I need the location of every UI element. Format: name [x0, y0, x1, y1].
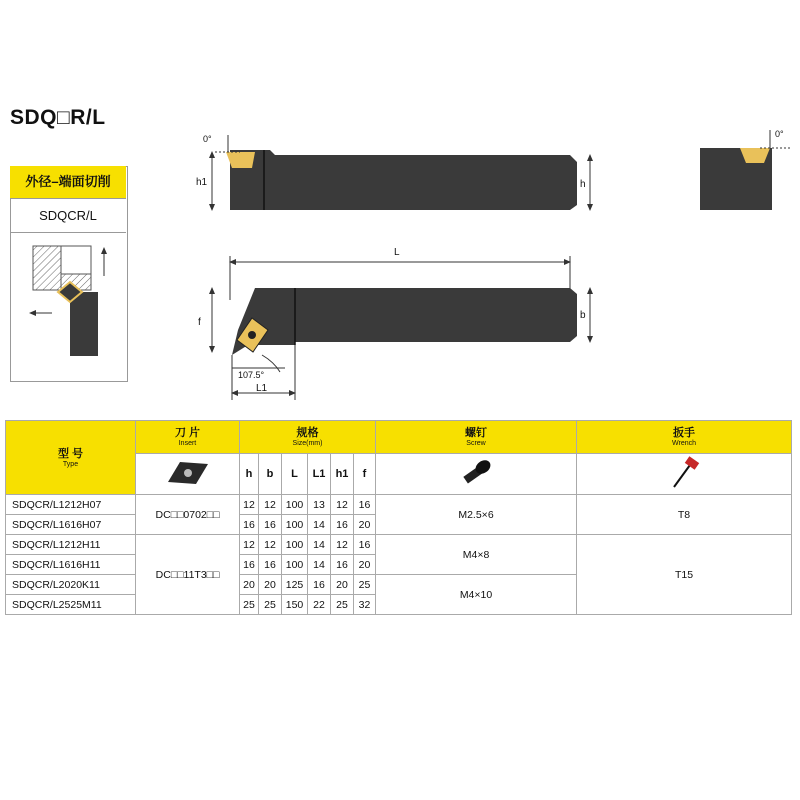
table-row: SDQCR/L1616H11 16 16 100 14 16 20	[6, 555, 792, 575]
dim-h1-label: h1	[196, 177, 208, 188]
wrench-icon	[664, 455, 704, 491]
dim-header-h1: h1	[331, 454, 354, 495]
screw-cell: M4×8	[376, 535, 577, 575]
dim-b-label: b	[580, 310, 586, 321]
dim-header-b: b	[259, 454, 282, 495]
dim-header-L: L	[282, 454, 308, 495]
dim-h-label: h	[580, 179, 586, 190]
table-row: SDQCR/L1212H07 DC□□0702□□ 12 12 100 13 12 16 M2.5×6 T8	[6, 495, 792, 515]
table-row: SDQCR/L2525M11 25 25 150 22 25 32	[6, 595, 792, 615]
lead-angle-label: 107.5°	[238, 370, 265, 380]
dim-header-f: f	[354, 454, 376, 495]
screw-cell: M4×10	[376, 575, 577, 615]
insert-icon	[158, 456, 218, 490]
wrench-image	[577, 454, 792, 495]
angle-label-end: 0°	[775, 129, 784, 139]
insert-cell: DC□□0702□□	[136, 495, 240, 535]
screw-header: 螺钉 Screw	[376, 421, 577, 454]
size-header: 规格 Size(mm)	[240, 421, 376, 454]
spec-table	[5, 420, 792, 615]
operation-label: 外径–端面切削	[10, 166, 126, 199]
dim-L-label: L	[394, 247, 400, 258]
dim-header-h: h	[240, 454, 259, 495]
screw-image	[376, 454, 577, 495]
table-row: SDQCR/L1212H11 DC□□11T3□□ 12 12 100 14 12 16 M4×8 T15	[6, 535, 792, 555]
table-row: SDQCR/L1616H07 16 16 100 14 16 20	[6, 515, 792, 535]
tool-end-view	[700, 129, 790, 210]
dim-header-L1: L1	[308, 454, 331, 495]
insert-image	[136, 454, 240, 495]
table-row: SDQCR/L2020K11 20 20 125 16 20 25 M4×10	[6, 575, 792, 595]
operation-illustration	[29, 246, 107, 356]
insert-cell: DC□□11T3□□	[136, 535, 240, 615]
wrench-cell: T8	[577, 495, 792, 535]
tool-plan-view	[198, 247, 593, 400]
screw-icon	[456, 455, 496, 491]
wrench-header: 扳手 Wrench	[577, 421, 792, 454]
insert-header: 刀 片 Insert	[136, 421, 240, 454]
type-header: 型 号 Type	[6, 421, 136, 495]
screw-cell: M2.5×6	[376, 495, 577, 535]
operation-code: SDQCR/L	[10, 199, 126, 233]
dim-f-label: f	[198, 317, 201, 328]
dim-L1-label: L1	[256, 383, 268, 394]
page-title: SDQ□R/L	[10, 106, 106, 129]
angle-label-side: 0°	[203, 134, 212, 144]
tool-side-view	[196, 134, 593, 211]
wrench-cell: T15	[577, 535, 792, 615]
